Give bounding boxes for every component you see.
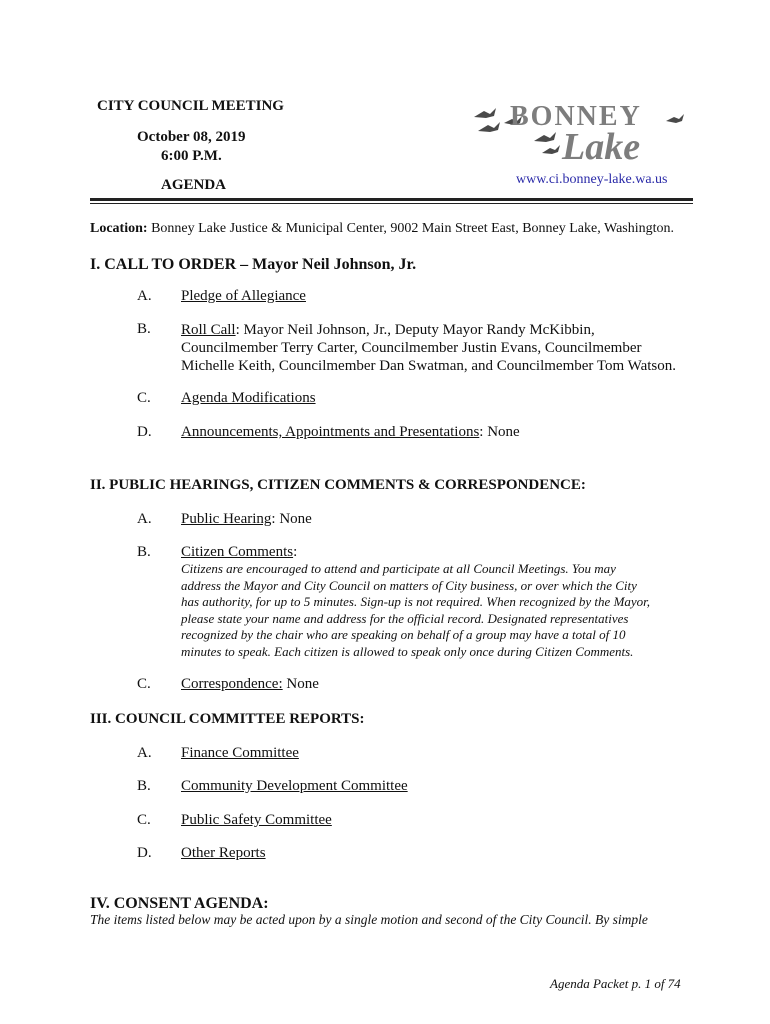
section-committee-reports: III. COUNCIL COMMITTEE REPORTS: [90, 711, 365, 727]
item-letter: A. [137, 288, 152, 304]
website-url[interactable]: www.ci.bonney-lake.wa.us [516, 172, 668, 187]
roll-call-text: : Mayor Neil Johnson, Jr., Deputy Mayor Randy McKibbin, Councilmember Terry Carter, Councilmember Justin Evans, Councilmember Michelle Keith, Councilmember Dan Swatman, and Councilmember Tom Watson. [181, 322, 677, 374]
logo-word-lake: Lake [562, 126, 641, 167]
item-letter: B. [137, 778, 151, 794]
note-line: please state your name and address for the official record. Designated representatives [181, 610, 629, 626]
citizen-comments-link[interactable]: Citizen Comments [181, 544, 294, 560]
logo-word-bonney: BONNEY [510, 101, 642, 132]
note-line: recognized by the chair who are speaking on behalf of a group may have a total of 10 [181, 627, 626, 643]
agenda-item [181, 845, 266, 862]
roll-call-link[interactable]: Roll Call [181, 322, 236, 338]
agenda-item [181, 745, 299, 762]
announcements-link[interactable]: Announcements, Appointments and Presentations [181, 424, 480, 440]
agenda-item [181, 424, 520, 441]
note-line: has authority, for up to 5 minutes. Sign-up is not required. When recognized by the Mayor, [181, 594, 651, 610]
citizen-comments-note [181, 561, 693, 661]
note-line: minutes to speak. Each citizen is allowed to speak only once during Citizen Comments. [181, 643, 634, 659]
meeting-time: 6:00 P.M. [161, 148, 222, 164]
note-line: Citizens are encouraged to attend and participate at all Council Meetings. You may [181, 561, 616, 576]
note-line: address the Mayor and City Council on matters of City business, or over which the City [181, 577, 637, 593]
citizen-comments-colon: : [293, 544, 298, 560]
item-letter: B. [137, 544, 151, 560]
section-consent-agenda: IV. CONSENT AGENDA: [90, 895, 269, 912]
community-development-link[interactable]: Community Development Committee [181, 778, 408, 794]
item-letter: C. [137, 676, 151, 692]
correspondence-status: None [282, 676, 319, 692]
correspondence-link[interactable]: Correspondence: [181, 676, 283, 692]
section-public-hearings: II. PUBLIC HEARINGS, CITIZEN COMMENTS & CORRESPONDENCE: [90, 477, 586, 493]
item-letter: A. [137, 745, 152, 761]
meeting-title: CITY COUNCIL MEETING [97, 98, 284, 114]
agenda-label: AGENDA [161, 177, 227, 193]
public-safety-link[interactable]: Public Safety Committee [181, 812, 332, 828]
item-letter: D. [137, 424, 152, 440]
item-letter: A. [137, 511, 152, 527]
agenda-item [181, 676, 319, 693]
meeting-date: October 08, 2019 [137, 129, 246, 145]
item-letter: C. [137, 812, 151, 828]
city-logo [470, 97, 690, 167]
pledge-link[interactable]: Pledge of Allegiance [181, 288, 306, 304]
agenda-item [181, 511, 312, 528]
header-rule [90, 198, 693, 201]
agenda-item [181, 812, 332, 829]
item-letter: B. [137, 321, 151, 337]
public-hearing-link[interactable]: Public Hearing [181, 511, 272, 527]
page-footer: Agenda Packet p. 1 of 74 [550, 976, 681, 991]
agenda-item [181, 288, 306, 305]
item-letter: D. [137, 845, 152, 861]
public-hearing-status: : None [271, 511, 312, 527]
item-letter: C. [137, 390, 151, 406]
agenda-item [181, 544, 297, 561]
agenda-item [181, 390, 316, 407]
other-reports-link[interactable]: Other Reports [181, 845, 266, 861]
location-line [90, 221, 674, 237]
header-rule-thin [90, 203, 693, 204]
section-call-to-order: I. CALL TO ORDER – Mayor Neil Johnson, Jr. [90, 256, 417, 273]
location-label: Location: [90, 221, 148, 236]
consent-agenda-note: The items listed below may be acted upon by a single motion and second of the City Council. By simple [90, 912, 648, 927]
location-text: Bonney Lake Justice & Municipal Center, 9002 Main Street East, Bonney Lake, Washington. [147, 221, 675, 236]
agenda-item [181, 778, 408, 795]
agenda-item-roll-call [181, 321, 693, 375]
agenda-modifications-link[interactable]: Agenda Modifications [181, 390, 316, 406]
announcements-status: : None [479, 424, 520, 440]
finance-committee-link[interactable]: Finance Committee [181, 745, 299, 761]
